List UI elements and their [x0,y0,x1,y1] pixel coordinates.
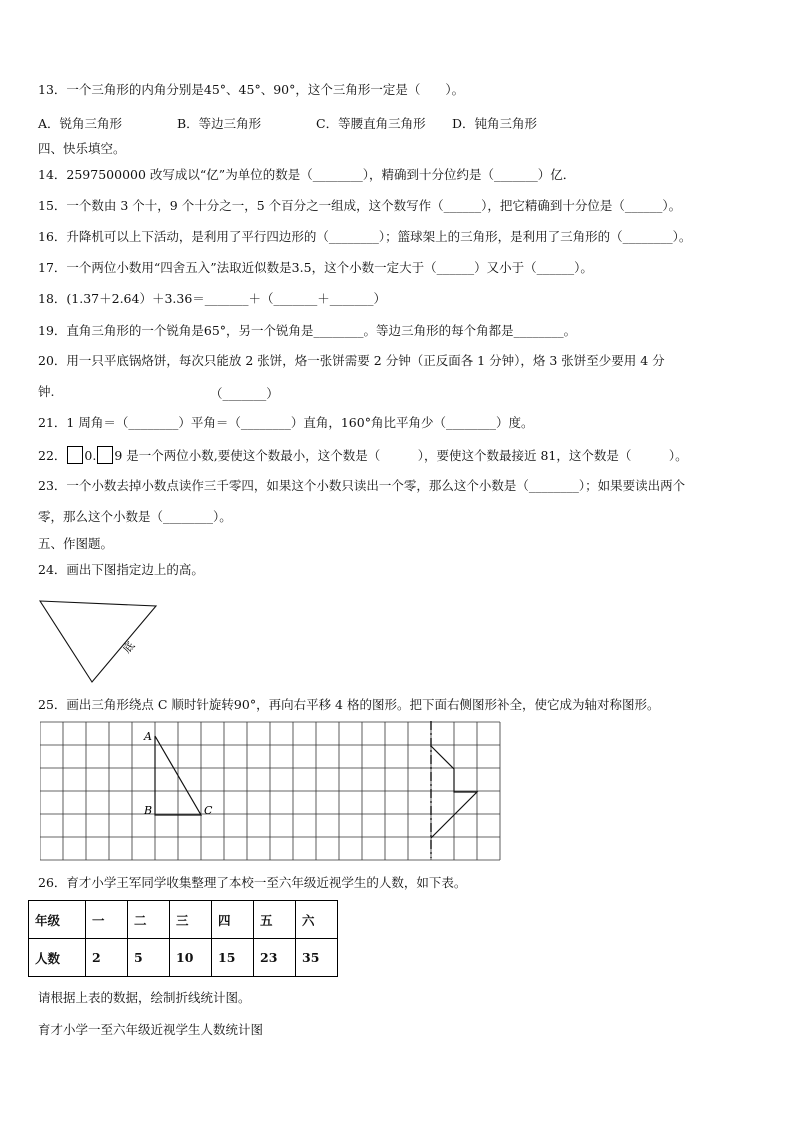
question-19: 19．直角三角形的一个锐角是65°，另一个锐角是________。等边三角形的每个角都是________。 [38,323,577,338]
digit-box-1 [67,446,83,464]
digit-box-2 [97,446,113,464]
table-cell: 年级 [29,901,86,939]
q26-chart-title: 育才小学一至六年级近视学生人数统计图 [38,1022,264,1037]
q13-option-c: C．等腰直角三角形 [316,116,426,131]
question-17: 17．一个两位小数用“四舍五入”法取近似数是3.5，这个小数一定大于（______）又小于（______）。 [38,260,593,275]
question-16: 16．升降机可以上下活动，是利用了平行四边形的（________）；篮球架上的三角形，是利用了三角形的（________）。 [38,229,692,244]
section-heading-4: 四、快乐填空。 [38,141,126,156]
question-14: 14．2597500000 改写成以“亿”为单位的数是（________），精确到十分位约是（_______）亿． [38,167,576,182]
q13-option-a: A．锐角三角形 [38,116,123,131]
point-c-label: C [204,804,213,817]
question-22 [38,446,688,464]
table-cell: 二 [128,901,170,939]
q22-rest: 9 是一个两位小数,要使这个数最小，这个数是（ ），要使这个数最接近 81，这个数是（ ）。 [114,448,688,463]
base-label: 底 [120,639,138,656]
question-23-line1: 23．一个小数去掉小数点读作三千零四，如果这个小数只读出一个零，那么这个小数是（________）；如果要读出两个 [38,478,686,493]
table-cell: 人数 [29,939,86,977]
table-cell: 四 [212,901,254,939]
triangle-figure [36,596,166,688]
question-15: 15．一个数由 3 个十，9 个十分之一，5 个百分之一组成，这个数写作（______），把它精确到十分位是（______）。 [38,198,682,213]
table-cell: 5 [128,939,170,977]
question-23-line2: 零，那么这个小数是（________）。 [38,509,232,524]
grid-figure [40,721,504,865]
table-row-counts [29,939,338,977]
myopia-data-table [28,900,338,977]
table-cell: 23 [254,939,296,977]
triangle-shape [40,601,156,682]
table-row-grades [29,901,338,939]
question-13: 13．一个三角形的内角分别是45°、45°、90°，这个三角形一定是（ ）。 [38,82,465,97]
point-b-label: B [144,804,153,817]
table-cell: 一 [86,901,128,939]
question-20-line1: 20．用一只平底锅烙饼，每次只能放 2 张饼，烙一张饼需要 2 分钟（正反面各 1 分钟），烙 3 张饼至少要用 4 分 [38,353,665,368]
table-cell: 35 [296,939,338,977]
q13-option-b: B．等边三角形 [177,116,262,131]
table-cell: 10 [170,939,212,977]
question-18: 18．(1.37＋2.64）＋3.36＝_______＋（_______＋_______） [38,291,387,306]
q22-mid: 0. [84,448,97,463]
point-a-label: A [144,730,152,743]
table-cell: 五 [254,901,296,939]
q22-number: 22． [38,448,67,463]
table-cell: 2 [86,939,128,977]
section-heading-5: 五、作图题。 [38,536,114,551]
question-20-line2: 钟. [38,384,55,399]
question-24: 24．画出下图指定边上的高。 [38,562,204,577]
q26-instruction: 请根据上表的数据，绘制折线统计图。 [38,990,251,1005]
table-cell: 15 [212,939,254,977]
question-26: 26．育才小学王军同学收集整理了本校一至六年级近视学生的人数，如下表。 [38,875,467,890]
table-cell: 三 [170,901,212,939]
q13-option-d: D．钝角三角形 [452,116,538,131]
question-20-answer-blank: （_______） [210,386,279,401]
table-cell: 六 [296,901,338,939]
question-21: 21．1 周角＝（________）平角＝（________）直角，160°角比平角少（________）度。 [38,415,534,430]
question-25: 25．画出三角形绕点 C 顺时针旋转90°，再向右平移 4 格的图形。把下面右侧图形补全，使它成为轴对称图形。 [38,697,660,712]
